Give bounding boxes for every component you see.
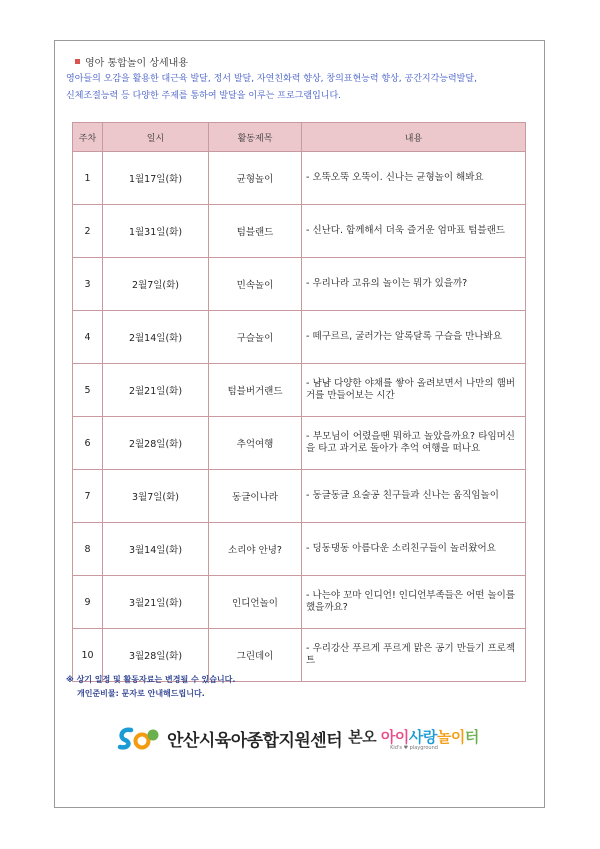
title-cell: 인디언놀이 [209, 576, 302, 629]
week-cell: 5 [73, 364, 103, 417]
content-cell: - 딩동댕동 아름다운 소리친구들이 놀러왔어요 [302, 523, 526, 576]
content-cell: - 우리강산 푸르게 푸르게 맑은 공기 만들기 프로젝트 [302, 629, 526, 682]
heading-text: 영아 통합놀이 상세내용 [85, 58, 188, 69]
content-cell: - 부모님이 어렸을땐 뭐하고 놀았을까요? 타임머신을 타고 과거로 돌아가 추억 여행을 떠나요 [302, 417, 526, 470]
header-title: 활동제목 [209, 123, 302, 152]
date-cell: 3월28일(화) [103, 629, 209, 682]
intro-line: 신체조절능력 등 다양한 주제를 통하여 발달을 이루는 프로그램입니다. [66, 91, 342, 101]
title-cell: 소리야 안녕? [209, 523, 302, 576]
table-row [73, 152, 526, 205]
date-cell: 2월7일(화) [103, 258, 209, 311]
date-cell: 3월7일(화) [103, 470, 209, 523]
center-logo-icon [117, 725, 161, 751]
content-cell: - 떼구르르, 굴러가는 알록달록 구슬을 만나봐요 [302, 311, 526, 364]
header-content: 내용 [302, 123, 526, 152]
header-date: 일시 [103, 123, 209, 152]
week-cell: 2 [73, 205, 103, 258]
week-cell: 10 [73, 629, 103, 682]
table-row [73, 523, 526, 576]
table-row [73, 576, 526, 629]
intro-paragraph [66, 71, 536, 105]
title-cell: 구슬놀이 [209, 311, 302, 364]
table-row [73, 417, 526, 470]
notice [66, 673, 235, 701]
playground-name-part: 터 [464, 727, 479, 746]
week-cell: 7 [73, 470, 103, 523]
playground-logo [348, 726, 479, 751]
footer-logo [117, 725, 479, 751]
content-cell: - 냠냠 다양한 야채를 쌓아 올려보면서 나만의 햄버거를 만들어보는 시간 [302, 364, 526, 417]
title-cell: 균형놀이 [209, 152, 302, 205]
playground-name-part: 사랑 [408, 727, 437, 746]
content-cell: - 신난다. 함께해서 더욱 즐거운 엄마표 텀블랜드 [302, 205, 526, 258]
week-cell: 3 [73, 258, 103, 311]
bullet-icon [75, 59, 80, 64]
date-cell: 3월14일(화) [103, 523, 209, 576]
week-cell: 6 [73, 417, 103, 470]
date-cell: 3월21일(화) [103, 576, 209, 629]
date-cell: 2월14일(화) [103, 311, 209, 364]
content-cell: - 나는야 꼬마 인디언! 인디언부족들은 어떤 놀이를 했을까요? [302, 576, 526, 629]
header-week: 주차 [73, 123, 103, 152]
playground-tagline: Kid's ♥ playground [390, 744, 438, 751]
title-cell: 텀블버거랜드 [209, 364, 302, 417]
content-cell: - 동글동글 요술공 친구들과 신나는 움직임놀이 [302, 470, 526, 523]
title-cell: 동글이나라 [209, 470, 302, 523]
week-cell: 9 [73, 576, 103, 629]
table-row [73, 205, 526, 258]
table-row [73, 364, 526, 417]
date-cell: 2월21일(화) [103, 364, 209, 417]
playground-name-part: 놀이 [436, 727, 465, 746]
content-cell: - 오뚝오뚝 오뚝이. 신나는 균형놀이 해봐요 [302, 152, 526, 205]
date-cell: 1월31일(화) [103, 205, 209, 258]
week-cell: 1 [73, 152, 103, 205]
week-cell: 4 [73, 311, 103, 364]
table-row [73, 470, 526, 523]
playground-name-part: 본오 [348, 727, 377, 746]
playground-name-part: 아이 [380, 727, 409, 746]
title-cell: 추억여행 [209, 417, 302, 470]
title-cell: 민속놀이 [209, 258, 302, 311]
notice-line: ※ 상기 일정 및 활동자료는 변경될 수 있습니다. [66, 675, 236, 684]
week-cell: 8 [73, 523, 103, 576]
table-row [73, 258, 526, 311]
intro-line: 영아들의 오감을 활용한 대근육 발달, 정서 발달, 자연친화력 향상, 창의표현능력 향상, 공간지각능력발달, [66, 74, 477, 84]
notice-line: 개인준비물: 문자로 안내해드립니다. [77, 689, 205, 698]
title-cell: 텀블랜드 [209, 205, 302, 258]
date-cell: 2월28일(화) [103, 417, 209, 470]
date-cell: 1월17일(화) [103, 152, 209, 205]
schedule-table [72, 122, 526, 682]
section-heading [75, 54, 188, 69]
table-header-row [73, 123, 526, 152]
title-cell: 그린데이 [209, 629, 302, 682]
content-cell: - 우리나라 고유의 놀이는 뭐가 있을까? [302, 258, 526, 311]
center-name: 안산시육아종합지원센터 [167, 730, 343, 751]
table-row [73, 311, 526, 364]
